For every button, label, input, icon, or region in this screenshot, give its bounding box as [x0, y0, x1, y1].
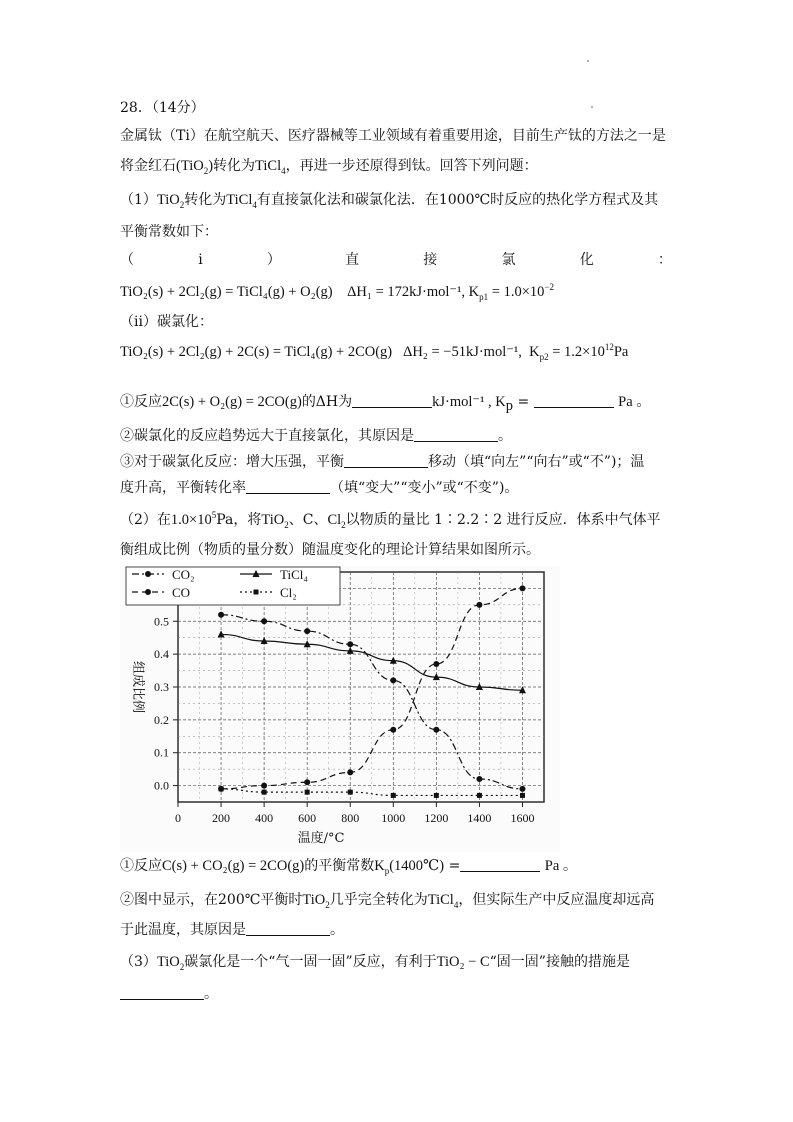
q3-text: ③对于碳氯化反应：增大压强，平衡: [120, 454, 344, 470]
legend-label: Cl₂: [280, 585, 297, 600]
x-tick-label: 200: [212, 811, 231, 825]
data-point: [390, 677, 396, 683]
carbochlorination-heading: （ii）碳氯化：: [120, 314, 213, 330]
part3-text: “固一固”接触的措施是: [489, 954, 630, 970]
data-point: [391, 793, 396, 798]
data-point: [304, 779, 310, 785]
data-point: [433, 661, 439, 667]
chart-background: [120, 566, 560, 852]
eq2-reaction: TiO₂(s) + 2Cl₂(g) + 2C(s) = TiCl₄(g) + 2CO(g): [120, 344, 393, 360]
x-tick-label: 1000: [381, 811, 406, 825]
part3-label: （3）: [120, 954, 157, 970]
y-axis-label: 组成比例: [130, 660, 145, 714]
answer-blank[interactable]: [460, 857, 540, 872]
q1-text: 的ΔH为: [301, 394, 353, 410]
formula-ticl4: TiCl$_4$: [255, 158, 286, 176]
kp2-subscript: p2: [539, 351, 549, 362]
question-1: [120, 392, 651, 412]
y-tick-label: 0.4: [154, 647, 169, 662]
data-point: [520, 793, 525, 798]
q1-text: ①反应: [120, 394, 162, 410]
data-point: [347, 641, 353, 647]
part1-text: 转化为: [184, 192, 227, 208]
question-5-line-2: [120, 920, 344, 940]
eq1-k: = 1.0×10: [491, 284, 545, 300]
scan-speck: [591, 106, 593, 108]
part1-label: （1）: [120, 192, 157, 208]
data-point: [519, 786, 525, 792]
question-header: 28．（14分）: [120, 100, 205, 116]
spread-char: ）: [266, 252, 281, 268]
x-axis-label: 温度/°C: [297, 831, 345, 846]
x-tick-label: 0: [175, 811, 181, 825]
intro-text: ，再进一步还原得到钛。回答下列问题：: [285, 158, 538, 174]
eq1-reaction: TiO₂(s) + 2Cl₂(g) = TiCl₄(g) + O₂(g): [120, 284, 333, 300]
q5-text: ，但实际生产中反应温度却远高: [458, 892, 655, 908]
part3-line-2: [120, 984, 218, 1004]
x-tick-label: 1600: [510, 811, 535, 825]
question-4: [120, 856, 577, 876]
data-point: [219, 786, 224, 791]
q1-pa: Pa 。: [618, 394, 651, 410]
part2-text: Pa，将: [216, 512, 262, 528]
formula-tio2: (TiO$_2$): [176, 158, 214, 176]
part2-text: 、C、: [288, 512, 328, 528]
spread-char: ：: [657, 252, 672, 268]
data-point: [519, 585, 525, 591]
part2-line-1: [120, 510, 661, 530]
q5-text: 于此温度，其原因是: [120, 922, 246, 938]
part3-text: 碳氯化是一个“气一固一固”反应，有利于: [184, 954, 437, 970]
answer-blank[interactable]: [344, 453, 428, 468]
formula-tio2: TiO$_2$: [156, 192, 185, 210]
data-point: [477, 793, 482, 798]
part1-text: 有直接氯化法和碳氯化法．在1000℃时反应的热化学方程式及其: [256, 192, 659, 208]
answer-blank[interactable]: [246, 479, 330, 494]
x-tick-label: 800: [341, 811, 360, 825]
equation-1: [120, 282, 554, 302]
formula-ticl4: TiCl$_4$: [226, 192, 257, 210]
kp-1400: $K_p(1400℃)$: [374, 858, 445, 876]
data-point: [347, 769, 353, 775]
answer-blank[interactable]: [414, 427, 498, 442]
data-point: [261, 783, 267, 789]
question-3-line-2: [120, 478, 518, 498]
eq2-exponent: 12: [604, 342, 614, 353]
data-point: [390, 727, 396, 733]
data-point: [262, 790, 267, 795]
q4-text: ①反应: [120, 858, 162, 874]
question-5-line-1: [120, 890, 654, 910]
scan-speck: [587, 60, 589, 62]
y-tick-label: 0.5: [154, 614, 169, 629]
data-point: [476, 602, 482, 608]
q4-pa: Pa 。: [544, 858, 578, 874]
spread-char: 接: [423, 252, 438, 268]
formula-tio2: TiO$_2$: [302, 892, 330, 910]
data-point: [304, 628, 310, 634]
formula-ticl4: TiCl$_4$: [427, 892, 459, 910]
eq2-enthalpy: ΔH₂ = −51kJ·mol⁻¹,: [403, 344, 522, 360]
spread-char: 化: [579, 252, 594, 268]
formula-tio2: TiO$_2$: [156, 954, 185, 972]
formula-cl2: $Cl_2$: [327, 512, 346, 530]
q4-equals: =: [448, 858, 461, 874]
q5-end: 。: [330, 922, 344, 938]
y-tick-label: 0.1: [154, 745, 169, 760]
q2-text: ②碳氯化的反应趋势远大于直接氯化，其原因是: [120, 428, 414, 444]
q2-end: 。: [498, 428, 512, 444]
part3-line-1: [120, 952, 630, 972]
answer-blank[interactable]: [120, 985, 204, 1000]
intro-text: 转化为: [213, 158, 256, 174]
spread-char: （: [120, 252, 134, 268]
equation-2: [120, 342, 628, 362]
direct-chlorination-heading: [120, 250, 672, 270]
q1-reaction: 2C(s) + O₂(g) = 2CO(g): [162, 394, 302, 410]
kp2-symbol: K: [529, 344, 540, 360]
q1-unit: kJ·mol⁻¹ , K: [432, 394, 506, 410]
q4-text: 的平衡常数: [304, 858, 375, 874]
question-2: [120, 426, 512, 446]
part2-line-2: 衡组成比例（物质的量分数）随温度变化的理论计算结果如图所示。: [120, 542, 540, 558]
x-tick-label: 1200: [424, 811, 449, 825]
intro-line-2: [120, 156, 538, 176]
eq2-k: = 1.2×10: [552, 344, 605, 360]
q3-text: 移动（填“向左”“向右”或“不”)；温: [428, 454, 645, 470]
y-tick-label: 0.3: [154, 680, 169, 694]
part1-line-2: 平衡常数如下：: [120, 224, 218, 240]
chart-legend: [126, 567, 340, 605]
formula-tio2: TiO$_2$: [261, 512, 289, 530]
q4-reaction: C(s) + CO₂(g) = 2CO(g): [162, 858, 305, 874]
x-tick-label: 600: [298, 811, 317, 825]
data-point: [145, 589, 151, 595]
answer-blank[interactable]: [352, 393, 432, 408]
data-point: [218, 612, 224, 618]
part2-text: （2）在: [120, 512, 171, 528]
kp1-subscript: p1: [479, 291, 489, 302]
data-point: [305, 790, 310, 795]
y-tick-label: 0.0: [154, 778, 169, 793]
q3-text: 度升高，平衡转化率: [120, 480, 246, 496]
data-point: [476, 776, 482, 782]
part2-text: 以物质的量比 1∶2.2∶2 进行反应．体系中气体平: [345, 512, 661, 528]
spread-char: i: [198, 252, 203, 268]
eq1-enthalpy: ΔH₁ = 172kJ·mol⁻¹, K: [347, 284, 480, 300]
legend-label: TiCl₄: [280, 567, 308, 582]
question-3-line-1: [120, 452, 644, 472]
data-point: [348, 790, 353, 795]
q1-equals: =: [517, 394, 530, 410]
eq1-exponent: −2: [544, 282, 554, 293]
kp-subscript: p: [505, 397, 514, 414]
x-tick-label: 400: [255, 811, 274, 825]
data-point: [434, 793, 439, 798]
answer-blank[interactable]: [534, 393, 614, 408]
answer-blank[interactable]: [246, 921, 330, 936]
legend-label: CO: [172, 585, 191, 600]
composition-chart: [120, 566, 560, 852]
p3-end: 。: [204, 986, 218, 1002]
data-point: [261, 618, 267, 624]
pressure-value: $1.0\times 10^5$: [170, 510, 217, 528]
data-point: [433, 727, 439, 733]
intro-text: 将金红石: [120, 158, 176, 174]
q3-text: （填“变大”“变小”或“不变”)。: [330, 480, 519, 496]
q5-text: ②图中显示，在200℃平衡时: [120, 892, 303, 908]
data-point: [145, 571, 151, 577]
legend-label: CO₂: [172, 567, 195, 582]
part1-line-1: [120, 190, 658, 210]
q5-text: 几乎完全转化为: [329, 892, 428, 908]
data-point: [254, 590, 259, 595]
y-tick-label: 0.2: [154, 712, 169, 727]
x-tick-label: 1400: [467, 811, 492, 825]
spread-char: 氯: [501, 252, 516, 268]
intro-line-1: 金属钛（Ti）在航空航天、医疗器械等工业领域有着重要用途，目前生产钛的方法之一是: [120, 128, 666, 144]
spread-char: 直: [345, 252, 360, 268]
tio2-c: TiO₂ − C: [436, 954, 490, 970]
eq2-unit: Pa: [613, 344, 629, 360]
